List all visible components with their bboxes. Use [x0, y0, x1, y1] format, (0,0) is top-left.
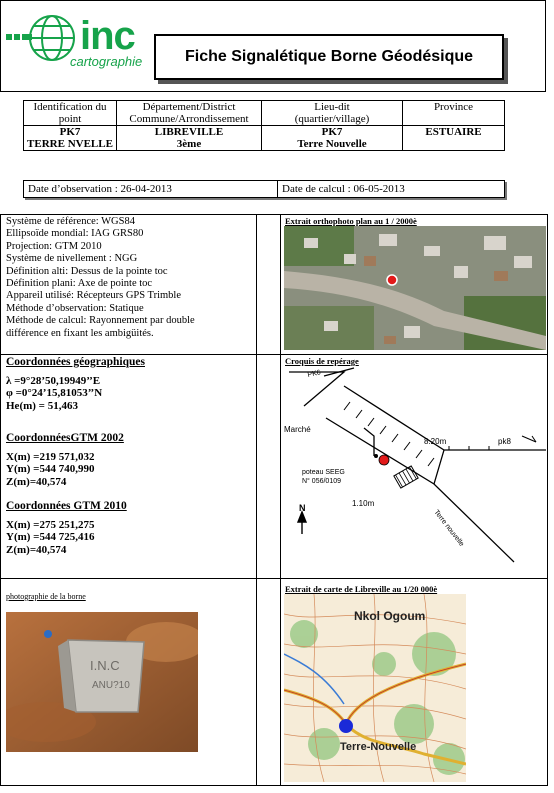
arrondissement-name: 3ème: [176, 138, 202, 150]
poteau-marker: [374, 454, 378, 458]
gtm2002-block: [6, 432, 124, 488]
croquis-caption: Croquis de repérage: [285, 356, 359, 366]
logo-brand: inc: [80, 14, 135, 58]
borne-photo: [6, 612, 198, 752]
sys-line: différence en fixant les ambigüités.: [6, 327, 154, 339]
map-caption: Extrait de carte de Libreville au 1/20 000è: [285, 584, 438, 594]
label-poteau-2: N° 056/0109: [302, 478, 341, 485]
gtm2002-title: CoordonnéesGTM 2002: [6, 432, 124, 444]
gtm2002-z: Z(m)=40,574: [6, 475, 67, 488]
cell-lieu-dit: [262, 126, 403, 151]
geo-height: He(m) = 51,463: [6, 399, 78, 412]
header-departement: Département/District Commune/Arrondissement: [117, 101, 262, 126]
header-province: Province: [403, 101, 505, 126]
geo-lambda: λ =9°28’50,19949’’E: [6, 374, 101, 387]
header-quartier-label: (quartier/village): [294, 113, 370, 125]
label-road: Terre nouvelle: [432, 508, 466, 548]
borne-inscription-2: ANU?10: [92, 680, 130, 691]
gtm2010-block: [6, 500, 127, 556]
geo-title: Coordonnées géographiques: [6, 356, 145, 368]
geo-coords-block: [6, 356, 145, 412]
sys-line: Méthode de calcul: Rayonnement par double: [6, 315, 195, 327]
sys-line: Définition alti: Dessus de la pointe toc: [6, 265, 168, 277]
sys-line: Système de nivellement : NGG: [6, 253, 138, 265]
sys-line: Système de référence: WGS84: [6, 216, 135, 227]
lieu-dit-value: PK7: [321, 126, 343, 138]
label-pk6: PK6: [306, 369, 322, 379]
quartier-value: Terre Nouvelle: [297, 138, 367, 150]
identification-table: [23, 100, 505, 151]
sys-line: Définition plani: Axe de pointe toc: [6, 278, 153, 290]
cell-commune: [117, 126, 262, 151]
grid-divider-right: [280, 214, 281, 786]
page-title: Fiche Signalétique Borne Géodésique: [154, 34, 504, 80]
point-name: TERRE NVELLE: [27, 138, 113, 150]
gtm2010-title: Coordonnées GTM 2010: [6, 500, 127, 512]
map-label-nkol-ogoum: Nkol Ogoum: [354, 609, 426, 623]
label-distance-2: 1.10m: [352, 499, 375, 508]
calcul-date: Date de calcul : 06-05-2013: [282, 183, 405, 195]
cell-point: [24, 126, 117, 151]
gtm2010-z: Z(m)=40,574: [6, 543, 67, 556]
map-borne-marker: [339, 719, 353, 733]
geo-phi: φ =0°24’15,81053’’N: [6, 387, 103, 400]
header-lieu-dit-label: Lieu-dit: [314, 101, 350, 113]
borne-location-marker: [387, 275, 397, 285]
ortho-caption: Extrait orthophoto plan au 1 / 2000è: [285, 216, 417, 226]
header-identification: Identification du point: [24, 101, 117, 126]
grid-divider-left: [256, 214, 257, 786]
sys-line: Ellipsoïde mondial: IAG GRS80: [6, 228, 144, 240]
label-distance-1: 8.20m: [424, 437, 447, 446]
header-lieu-dit: [262, 101, 403, 126]
borne-inscription-1: I.N.C: [90, 658, 120, 673]
orthophoto-image: [284, 226, 546, 350]
map-extract: [284, 594, 466, 782]
reference-system-block: [6, 216, 256, 340]
label-pk8: pk8: [498, 437, 511, 446]
gtm2010-y: Y(m) =544 725,416: [6, 531, 95, 544]
gtm2002-y: Y(m) =544 740,990: [6, 463, 95, 476]
grid-row-divider-2: [0, 578, 548, 579]
logo-subtitle: cartographie: [70, 54, 143, 69]
map-label-terre-nouvelle: Terre-Nouvelle: [340, 741, 417, 753]
sys-line: Méthode d’observation: Statique: [6, 302, 144, 314]
grid-row-divider-1: [0, 354, 548, 355]
sys-line: Appareil utilisé: Récepteurs GPS Trimble: [6, 290, 181, 302]
croquis-borne-marker: [379, 455, 389, 465]
dates-row: [23, 180, 505, 198]
cell-province: ESTUAIRE: [403, 126, 505, 151]
observation-date: Date d’observation : 26-04-2013: [24, 181, 278, 197]
point-id: PK7: [59, 126, 81, 138]
label-marche: Marché: [284, 425, 311, 434]
gtm2002-x: X(m) =219 571,032: [6, 450, 95, 463]
croquis-sketch: [284, 366, 546, 572]
sys-line: Projection: GTM 2010: [6, 240, 102, 252]
gtm2010-x: X(m) =275 251,275: [6, 518, 95, 531]
commune-name: LIBREVILLE: [154, 126, 224, 138]
north-arrow-label: N: [299, 503, 306, 513]
label-poteau-1: poteau SEEG: [302, 469, 345, 476]
photo-caption: photographie de la borne: [6, 592, 86, 601]
